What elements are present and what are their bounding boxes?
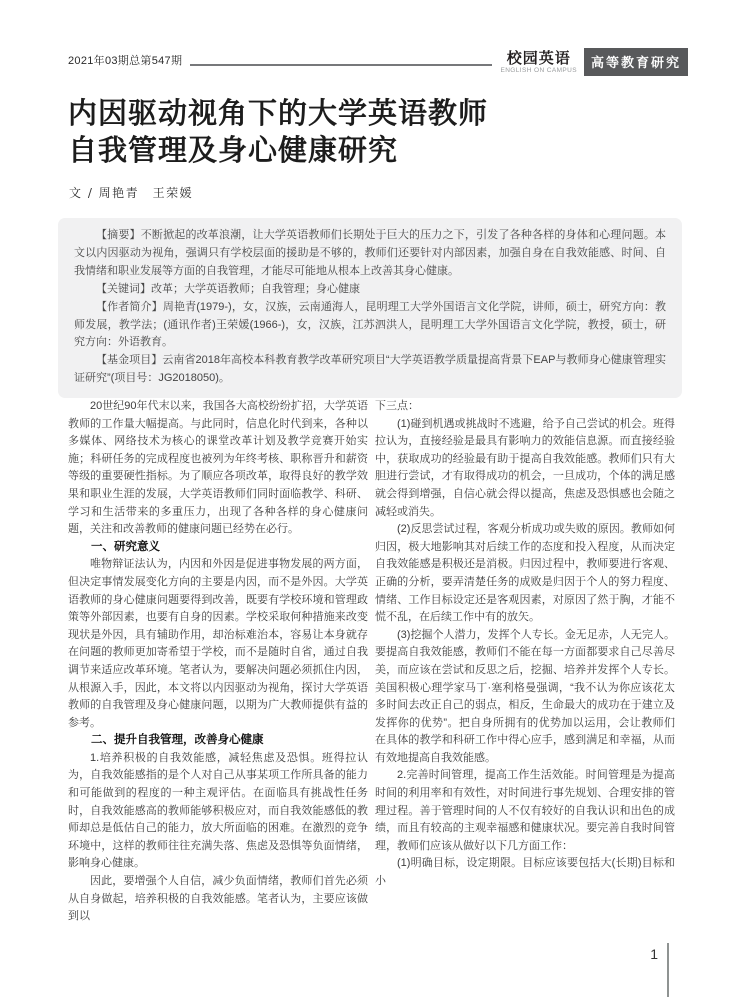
body-paragraph: 下三点： — [375, 400, 419, 412]
header-divider — [190, 64, 492, 66]
body-paragraph: (1)明确目标，设定期限。目标应该要包括大(长期)目标和小 — [375, 857, 675, 888]
page-number: 1 — [650, 946, 658, 962]
article-title-line2: 自我管理及身心健康研究 — [68, 135, 399, 167]
body-paragraph: (2)反思尝试过程，客观分析成功或失败的原因。教师如何归因，极大地影响其对后续工作的态度和投入程度，从而决定自我效能感是积极还是消极。归因过程中，教师要进行客观、正确的分析，要弄清楚任务的成败是归因于个人的努力程度、情绪、工作目标设定还是客观因素，对原因了然于胸，才能不慌不乱，在后续工作中有的放矢。 — [375, 523, 675, 624]
article-title-line1: 内因驱动视角下的大学英语教师 — [68, 98, 489, 130]
body-paragraph: 20世纪90年代末以来，我国各大高校纷纷扩招，大学英语教师的工作量大幅提高。与此同时，信息化时代到来，各种以多媒体、网络技术为核心的课堂改革计划及教学竞赛开始实施；科研任务的完成程度也被列为年终考核、职称晋升和薪资等级的重要硬性指标。为了顺应各项改革，取得良好的教学效果和职业生涯的发展，大学英语教师们同时面临教学、科研、学习和生活带来的多重压力，出现了各种各样的身心健康问题，关注和改善教师的健康问题已经势在必行。 — [68, 400, 368, 536]
fund-project-text: 【基金项目】云南省2018年高校本科教育教学改革研究项目“大学英语教学质量提高背景下EAP与教师身心健康管理实证研究”(项目号：JG2018050)。 — [74, 354, 666, 385]
body-paragraph: (1)碰到机遇或挑战时不逃避，给予自己尝试的机会。班得拉认为，直接经验是最具有影响力的效能信息源。而直接经验中，获取成功的经验最有助于提高自我效能感。教师们只有大胆进行尝试，才有取得成功的机会，一旦成功，个体的满足感就会得到增强，自信心就会得以提高，焦虑及恐惧感也会随之减轻或消失。 — [375, 417, 675, 518]
journal-logo — [500, 51, 577, 75]
section-heading: 一、研究意义 — [91, 540, 160, 553]
byline: 文 / 周艳青 王荣媛 — [69, 186, 194, 200]
body-paragraph: 唯物辩证法认为，内因和外因是促进事物发展的两方面，但决定事情发展变化方向的主要是内因，而不是外因。大学英语教师的身心健康问题要得到改善，既要有学校环境和管理政策等外部因素，也要有自身的因素。学校采取何种措施来改变现状是外因，具有辅助作用，却治标难治本，容易让本身就存在问题的教师更加寄希望于学校，而不是随时自省，通过自我调节来适应改革环境。笔者认为，要解决问题必须抓住内因，从根源入手，因此，本文将以内因驱动为视角，探讨大学英语教师的自我管理及身心健康问题，以期为广大教师提供有益的参考。 — [68, 558, 368, 729]
issue-info: 2021年03期总第547期 — [68, 55, 183, 67]
body-paragraph: 1.培养积极的自我效能感，减轻焦虑及恐惧。班得拉认为，自我效能感指的是个人对自己从事某项工作所具备的能力和可能做到的程度的一种主观评估。在面临具有挑战性任务时，自我效能感高的教师能够积极应对，而自我效能感低的教师却总是低估自己的能力，放大所面临的困难。在激烈的竞争环境中，这样的教师往往充满失落、焦虑及恐惧等负面情绪，影响身心健康。 — [68, 751, 368, 870]
footer-bar — [667, 943, 669, 997]
journal-subtitle: ENGLISH ON CAMPUS — [500, 67, 577, 75]
page-header — [68, 44, 688, 76]
column-badge: 高等教育研究 — [584, 48, 688, 76]
author-bio-text: 【作者简介】周艳青(1979-)，女，汉族，云南通海人，昆明理工大学外国语言文化学院，讲师，硕士，研究方向：教师发展，教学法；(通讯作者)王荣媛(1966-)，女，汉族，江苏泗洪人，昆明理工大学外国语言文化学院，教授，硕士，研究方向：外语教育。 — [74, 300, 666, 349]
keywords-text: 【关键词】改革；大学英语教师；自我管理；身心健康 — [96, 282, 360, 295]
abstract-text: 【摘要】不断掀起的改革浪潮，让大学英语教师们长期处于巨大的压力之下，引发了各种各样的身体和心理问题。本文以内因驱动为视角，强调只有学校层面的援助是不够的，教师们还要针对内部因素，加强自身在自我效能感、时间、自我情绪和职业发展等方面的自我管理，才能尽可能地从根本上改善其身心健康。 — [74, 229, 666, 277]
journal-name: 校园英语 — [506, 50, 571, 68]
body-paragraph: (3)挖掘个人潜力，发挥个人专长。金无足赤，人无完人。要提高自我效能感，教师们不能在每一方面都要求自己尽善尽美，而应该在尝试和反思之后，挖掘、培养并发挥个人专长。美国积极心理学家马丁·塞利格曼强调，“我不认为你应该花太多时间去改正自己的弱点，相反，生命最大的成功在于建立及发挥你的优势”。把自身所拥有的优势加以运用，会让教师们在具体的教学和科研工作中得心应手，感到满足和幸福，从而有效地提高自我效能感。 — [375, 628, 675, 764]
left-column — [68, 398, 368, 926]
body-paragraph: 因此，要增强个人自信，减少负面情绪，教师们首先必须从自身做起，培养积极的自我效能感。笔者认为，主要应该做到以 — [68, 875, 368, 923]
article-body — [68, 398, 675, 926]
article-title — [68, 96, 488, 170]
right-column — [375, 398, 675, 926]
body-paragraph: 2.完善时间管理，提高工作生活效能。时间管理是为提高时间的利用率和有效性，对时间进行事先规划、合理安排的管理过程。善于管理时间的人不仅有较好的自我认识和出色的成绩，而且有较高的主观幸福感和健康状况。要完善自我时间管理，教师们应该从做好以下几方面工作： — [375, 769, 675, 852]
section-heading: 二、提升自我管理，改善身心健康 — [91, 734, 264, 747]
abstract-box — [58, 218, 682, 398]
